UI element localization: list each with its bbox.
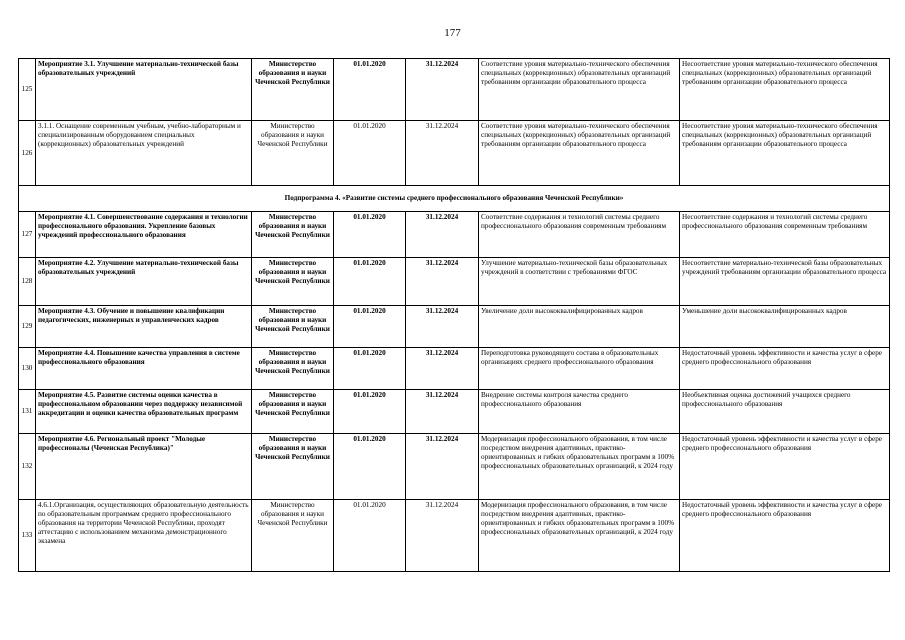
end-date: 31.12.2024 xyxy=(406,59,479,121)
start-date: 01.01.2020 xyxy=(334,306,406,348)
non-implementation-consequence: Уменьшение доли высококвалифицированных кадров xyxy=(680,306,890,348)
non-implementation-consequence: Необъективная оценка достижений учащихся среднего профессионального образования xyxy=(680,390,890,434)
row-number: 126 xyxy=(19,121,36,186)
row-number: 128 xyxy=(19,258,36,306)
table-row xyxy=(19,390,890,434)
row-number: 125 xyxy=(19,59,36,121)
row-number: 133 xyxy=(19,500,36,572)
subprogram-row xyxy=(19,186,890,212)
activity-name: Мероприятие 3.1. Улучшение материально-технической базы образовательных учреждений xyxy=(36,59,252,121)
expected-result: Соответствие уровня материально-технического обеспечения специальных (коррекционных) образовательных организаций требованиям организации образовательного процесса xyxy=(479,121,680,186)
end-date: 31.12.2024 xyxy=(406,500,479,572)
end-date: 31.12.2024 xyxy=(406,258,479,306)
table-row xyxy=(19,59,890,121)
table-row xyxy=(19,258,890,306)
row-number: 127 xyxy=(19,212,36,258)
subprogram-row-group xyxy=(19,186,890,212)
expected-result: Внедрение системы контроля качества среднего профессионального образования xyxy=(479,390,680,434)
page-number: 177 xyxy=(444,27,461,39)
start-date: 01.01.2020 xyxy=(334,212,406,258)
non-implementation-consequence: Несоответствие материально-технической базы образовательных учреждений требованиям организации образовательного процесса xyxy=(680,258,890,306)
row-number: 130 xyxy=(19,348,36,390)
row-number: 132 xyxy=(19,434,36,500)
table-row xyxy=(19,500,890,572)
end-date: 31.12.2024 xyxy=(406,121,479,186)
expected-result: Увеличение доли высококвалифицированных кадров xyxy=(479,306,680,348)
row-number: 131 xyxy=(19,390,36,434)
activity-name: Мероприятие 4.5. Развитие системы оценки качества в профессиональном образовании через поддержку независимой аккредитации и оценки качества образовательных программ xyxy=(36,390,252,434)
end-date: 31.12.2024 xyxy=(406,348,479,390)
activity-name: Мероприятие 4.1. Совершенствование содержания и технологии профессионального образования. Укрепление базовых учреждений профессионального образования xyxy=(36,212,252,258)
executor: Министерство образования и науки Чеченской Республики xyxy=(252,121,334,186)
activity-name: Мероприятие 4.2. Улучшение материально-технической базы образовательных учреждений xyxy=(36,258,252,306)
non-implementation-consequence: Недостаточный уровень эффективности и качества услуг в сфере среднего профессионального образования xyxy=(680,434,890,500)
expected-result: Модернизация профессионального образования, в том числе посредством внедрения адаптивных, практико-ориентированных и гибких образовательных программ в 100% профессиональных образовательных организаций, к 2024 году xyxy=(479,434,680,500)
subprogram-title: Подпрограмма 4. «Развитие системы среднего профессионального образования Чеченской Республики» xyxy=(19,186,890,212)
table-row xyxy=(19,121,890,186)
expected-result: Соответствие уровня материально-технического обеспечения специальных (коррекционных) образовательных организаций требованиям организации образовательного процесса xyxy=(479,59,680,121)
non-implementation-consequence: Недостаточный уровень эффективности и качества услуг в сфере среднего профессионального образования xyxy=(680,348,890,390)
expected-result: Переподготовка руководящего состава в образовательных организациях среднего профессионального образования xyxy=(479,348,680,390)
table-row xyxy=(19,434,890,500)
table-body-bottom xyxy=(19,212,890,572)
expected-result: Модернизация профессионального образования, в том числе посредством внедрения адаптивных, практико-ориентированных и гибких образовательных программ в 100% профессиональных образовательных организаций, к 2024 году xyxy=(479,500,680,572)
end-date: 31.12.2024 xyxy=(406,306,479,348)
end-date: 31.12.2024 xyxy=(406,434,479,500)
executor: Министерство образования и науки Чеченской Республики xyxy=(252,500,334,572)
executor: Министерство образования и науки Чеченской Республики xyxy=(252,212,334,258)
activity-name: 3.1.1. Оснащение современным учебным, учебно-лабораторным и специализированным оборудованием специальных (коррекционных) образовательных учреждений xyxy=(36,121,252,186)
executor: Министерство образования и науки Чеченской Республики xyxy=(252,59,334,121)
start-date: 01.01.2020 xyxy=(334,121,406,186)
executor: Министерство образования и науки Чеченской Республики xyxy=(252,258,334,306)
end-date: 31.12.2024 xyxy=(406,390,479,434)
start-date: 01.01.2020 xyxy=(334,59,406,121)
activity-name: Мероприятие 4.6. Региональный проект "Молодые профессионалы (Чеченская Республика)" xyxy=(36,434,252,500)
activity-name: Мероприятие 4.3. Обучение и повышение квалификации педагогических, инженерных и управленческих кадров xyxy=(36,306,252,348)
table-row xyxy=(19,212,890,258)
table-row xyxy=(19,306,890,348)
non-implementation-consequence: Несоответствие уровня материально-технического обеспечения специальных (коррекционных) образовательных организаций требованиям организации образовательного процесса xyxy=(680,59,890,121)
expected-result: Улучшение материально-технической базы образовательных учреждений в соответствии с требованиями ФГОС xyxy=(479,258,680,306)
executor: Министерство образования и науки Чеченской Республики xyxy=(252,434,334,500)
executor: Министерство образования и науки Чеченской Республики xyxy=(252,348,334,390)
table-body-top xyxy=(19,59,890,186)
non-implementation-consequence: Недостаточный уровень эффективности и качества услуг в сфере среднего профессионального образования xyxy=(680,500,890,572)
activity-name: Мероприятие 4.4. Повышение качества управления в системе профессионального образования xyxy=(36,348,252,390)
executor: Министерство образования и науки Чеченской Республики xyxy=(252,390,334,434)
start-date: 01.01.2020 xyxy=(334,348,406,390)
activity-name: 4.6.1.Организация, осуществляющих образовательную деятельность по образовательным программам среднего профессионального образования на территории Чеченской Республики, проходят аттестацию с использованием механизма демонстрационного экзамена xyxy=(36,500,252,572)
non-implementation-consequence: Несоответствие уровня материально-технического обеспечения специальных (коррекционных) образовательных организаций требованиям организации образовательного процесса xyxy=(680,121,890,186)
table-row xyxy=(19,348,890,390)
row-number: 129 xyxy=(19,306,36,348)
start-date: 01.01.2020 xyxy=(334,258,406,306)
start-date: 01.01.2020 xyxy=(334,434,406,500)
executor: Министерство образования и науки Чеченской Республики xyxy=(252,306,334,348)
start-date: 01.01.2020 xyxy=(334,390,406,434)
non-implementation-consequence: Несоответствие содержания и технологий системы среднего профессионального образования современным требованиям xyxy=(680,212,890,258)
expected-result: Соответствие содержания и технологий системы среднего профессионального образования современным требованиям xyxy=(479,212,680,258)
activities-table xyxy=(18,58,890,572)
start-date: 01.01.2020 xyxy=(334,500,406,572)
end-date: 31.12.2024 xyxy=(406,212,479,258)
